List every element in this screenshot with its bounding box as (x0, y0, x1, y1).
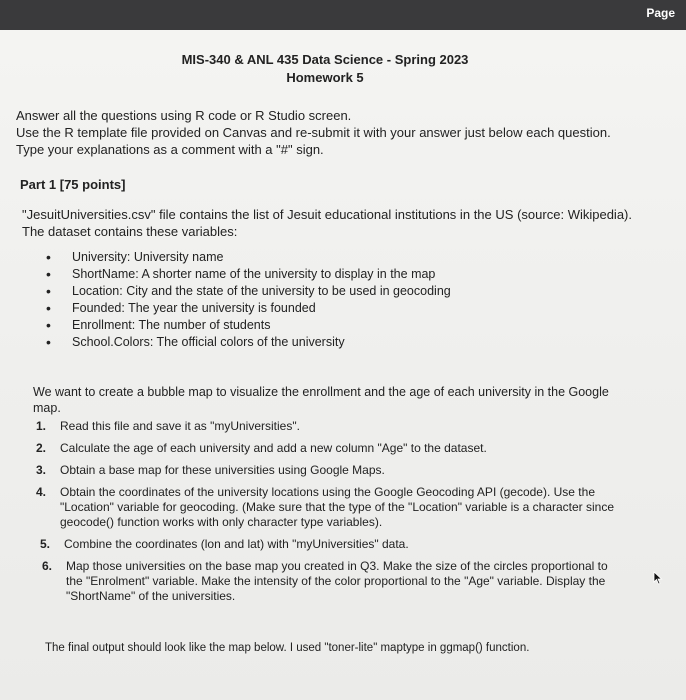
dataset-description: "JesuitUniversities.csv" file contains the list of Jesuit educational institutions in the US (source: Wikipedia). The dataset contains these variables: (22, 207, 632, 239)
variable-item (30, 266, 630, 283)
document-subtitle: Homework 5 (286, 70, 364, 85)
variable-text: School.Colors: The official colors of the university (72, 335, 345, 349)
variable-item (30, 249, 630, 266)
variable-text: Location: City and the state of the university to be used in geocoding (72, 284, 451, 298)
instructions (16, 107, 656, 158)
bullet-icon: • (46, 249, 51, 265)
final-note: The final output should look like the map below. I used "toner-lite" maptype in ggmap() function. (45, 642, 530, 654)
question-number: 3. (36, 463, 47, 477)
bullet-icon: • (46, 266, 51, 282)
instruction-line: Use the R template file provided on Canvas and re-submit it with your answer just below each question. (16, 125, 611, 140)
document-title: MIS-340 & ANL 435 Data Science - Spring 2023 (181, 52, 469, 67)
question-item (34, 463, 624, 478)
question-text: Calculate the age of each university and add a new column "Age" to the dataset. (60, 441, 487, 455)
bullet-icon: • (46, 283, 51, 299)
instruction-line: Type your explanations as a comment with a "#" sign. (16, 142, 324, 157)
variable-text: ShortName: A shorter name of the university to display in the map (72, 267, 436, 281)
question-text: Read this file and save it as "myUniversities". (60, 419, 300, 433)
question-number: 1. (36, 419, 47, 433)
question-item (38, 537, 624, 552)
variable-text: Enrollment: The number of students (72, 318, 271, 332)
question-item (34, 485, 624, 530)
question-item (40, 559, 624, 604)
question-number: 2. (36, 441, 47, 455)
question-item (34, 419, 624, 434)
variable-text: University: University name (72, 250, 224, 264)
variable-item (30, 317, 630, 334)
variable-item (30, 300, 630, 317)
variable-item (30, 283, 630, 300)
question-text: Obtain the coordinates of the university locations using the Google Geocoding API (gecode). Use the "Location" variable for geocoding. (Make sure that the type of the "Location" variable is a character since geocode() function works with only character type variables). (60, 485, 615, 529)
instruction-line: Answer all the questions using R code or R Studio screen. (16, 108, 352, 123)
top-toolbar (0, 0, 686, 30)
page-menu-button[interactable]: Page (646, 6, 675, 20)
question-text: Combine the coordinates (lon and lat) with "myUniversities" data. (64, 537, 409, 551)
question-text: Map those universities on the base map you created in Q3. Make the size of the circles proportional to the "Enrolment" variable. Make the intensity of the color proportional to the "Age" variable. Display the "ShortName" of the universities. (66, 559, 608, 603)
variable-list (30, 249, 630, 351)
part-1-heading: Part 1 [75 points] (20, 177, 126, 192)
question-number: 4. (36, 485, 47, 499)
question-item (34, 441, 624, 456)
question-number: 5. (40, 537, 51, 551)
task-intro: We want to create a bubble map to visualize the enrollment and the age of each university in the Google map. (33, 385, 609, 415)
bullet-icon: • (46, 317, 51, 333)
variable-item (30, 334, 630, 351)
mouse-cursor-icon (651, 571, 663, 585)
bullet-icon: • (46, 300, 51, 316)
variable-text: Founded: The year the university is founded (72, 301, 316, 315)
bullet-icon: • (46, 334, 51, 350)
question-list (34, 419, 624, 611)
question-text: Obtain a base map for these universities using Google Maps. (60, 463, 385, 477)
question-number: 6. (42, 559, 53, 573)
